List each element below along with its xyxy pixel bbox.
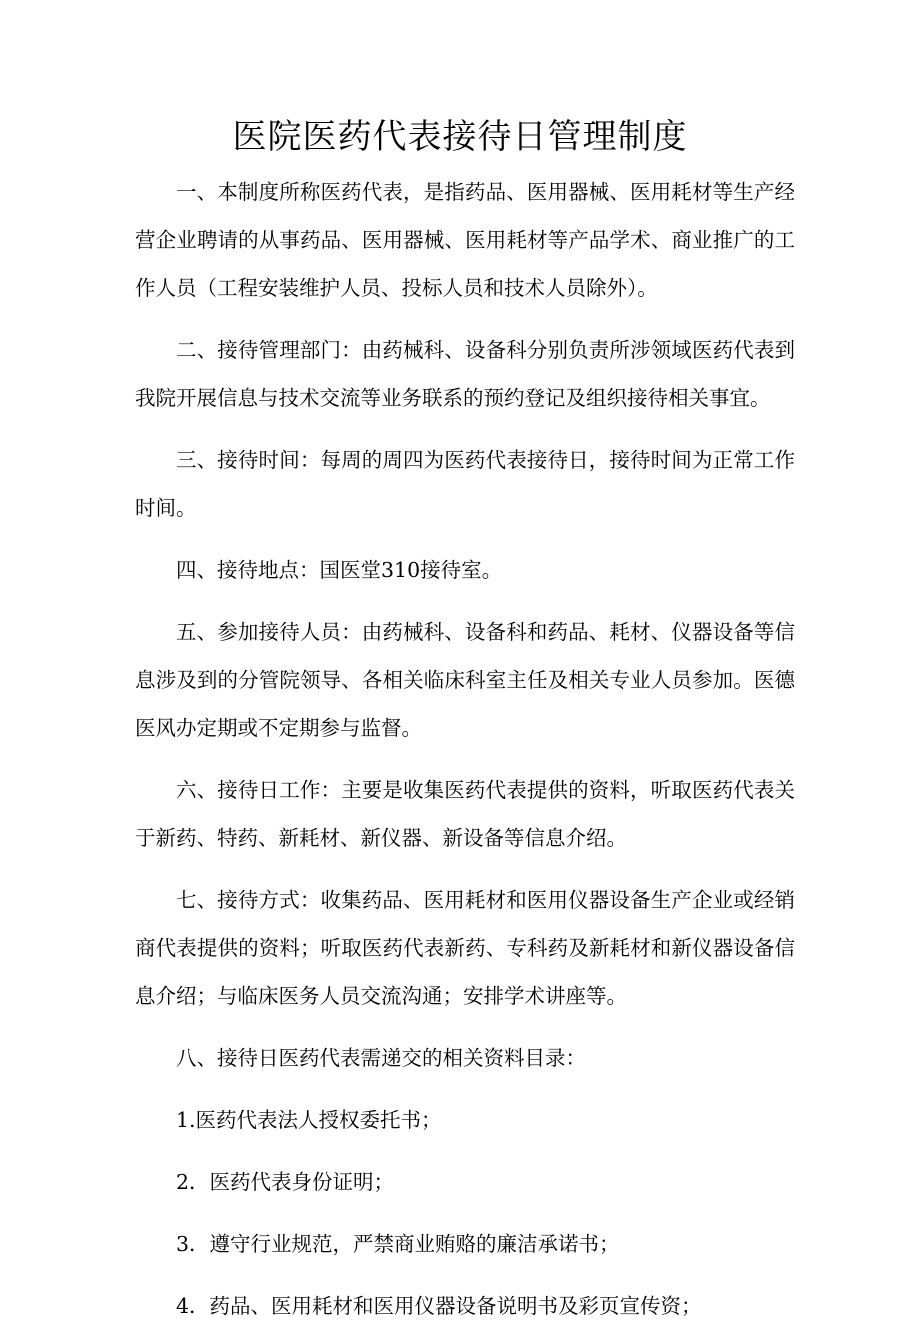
paragraph-1: 一、本制度所称医药代表，是指药品、医用器械、医用耗材等生产经营企业聘请的从事药品、医用器械、医用耗材等产品学术、商业推广的工作人员（工程安装维护人员、投标人员和技术人员除外）。	[135, 180, 795, 300]
list-item: 1.医药代表法人授权委托书；	[176, 1108, 442, 1132]
list-item: 3．遵守行业规范，严禁商业贿赂的廉洁承诺书；	[176, 1232, 620, 1256]
paragraph-7: 七、接待方式：收集药品、医用耗材和医用仪器设备生产企业或经销商代表提供的资料；听取医药代表新药、专科药及新耗材和新仪器设备信息介绍；与临床医务人员交流沟通；安排学术讲座等。	[135, 888, 795, 1008]
paragraph-3: 三、接待时间：每周的周四为医药代表接待日，接待时间为正常工作时间。	[135, 448, 795, 520]
list-item: 2．医药代表身份证明；	[176, 1170, 395, 1194]
paragraph-4: 四、接待地点：国医堂310接待室。	[176, 558, 503, 582]
paragraph-6: 六、接待日工作：主要是收集医药代表提供的资料，听取医药代表关于新药、特药、新耗材、新仪器、新设备等信息介绍。	[135, 778, 795, 850]
paragraph-2: 二、接待管理部门：由药械科、设备科分别负责所涉领域医药代表到我院开展信息与技术交流等业务联系的预约登记及组织接待相关事宜。	[135, 338, 795, 410]
document-body	[135, 168, 795, 1330]
paragraph-8: 八、接待日医药代表需递交的相关资料目录：	[176, 1046, 586, 1070]
paragraph-5: 五、参加接待人员：由药械科、设备科和药品、耗材、仪器设备等信息涉及到的分管院领导、各相关临床科室主任及相关专业人员参加。医德医风办定期或不定期参与监督。	[135, 620, 795, 740]
document-title: 医院医药代表接待日管理制度	[232, 117, 688, 157]
list-item: 4．药品、医用耗材和医用仪器设备说明书及彩页宣传资；	[176, 1294, 702, 1318]
